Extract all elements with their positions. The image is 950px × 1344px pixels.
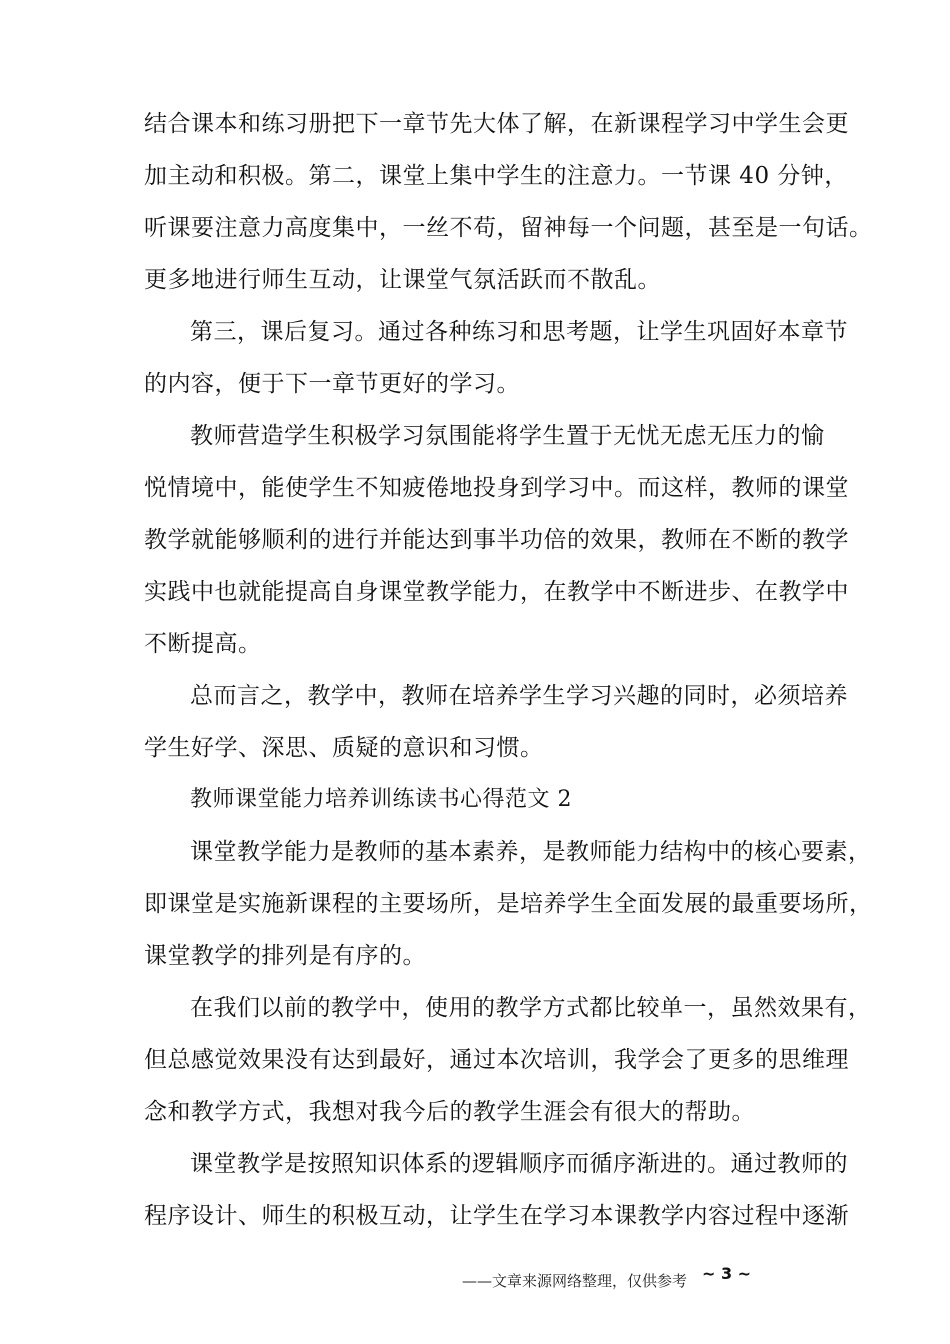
text-line: 不断提高。 — [144, 631, 262, 657]
paragraph-start-line: 教师营造学生积极学习氛围能将学生置于无忧无虑无压力的愉 — [190, 423, 825, 449]
footer-source-note: ——文章来源网络整理，仅供参考 — [462, 1272, 688, 1290]
text-line: 的内容，便于下一章节更好的学习。 — [144, 371, 520, 397]
text-line: 程序设计、师生的积极互动，让学生在学习本课教学内容过程中逐渐 — [144, 1203, 849, 1229]
text-line: 学生好学、深思、质疑的意识和习惯。 — [144, 735, 544, 761]
text-line: 听课要注意力高度集中，一丝不苟，留神每一个问题，甚至是一句话。 — [144, 215, 873, 241]
paragraph-start-line: 在我们以前的教学中，使用的教学方式都比较单一，虽然效果有， — [190, 995, 872, 1021]
text-line: 结合课本和练习册把下一章节先大体了解，在新课程学习中学生会更 — [144, 111, 849, 137]
page-number: ~ 3 ~ — [702, 1264, 752, 1283]
paragraph-start-line: 第三，课后复习。通过各种练习和思考题，让学生巩固好本章节 — [190, 319, 848, 345]
text-line: 即课堂是实施新课程的主要场所，是培养学生全面发展的最重要场所， — [144, 891, 873, 917]
paragraph-start-line: 总而言之，教学中，教师在培养学生学习兴趣的同时，必须培养 — [190, 683, 848, 709]
text-line: 教学就能够顺利的进行并能达到事半功倍的效果，教师在不断的教学 — [144, 527, 849, 553]
text-line: 念和教学方式，我想对我今后的教学生涯会有很大的帮助。 — [144, 1099, 755, 1125]
text-line: 实践中也就能提高自身课堂教学能力，在教学中不断进步、在教学中 — [144, 579, 849, 605]
text-line: 但总感觉效果没有达到最好，通过本次培训，我学会了更多的思维理 — [144, 1047, 849, 1073]
text-line: 加主动和积极。第二，课堂上集中学生的注意力。一节课 40 分钟， — [144, 163, 848, 189]
text-line: 更多地进行师生互动，让课堂气氛活跃而不散乱。 — [144, 267, 661, 293]
paragraph-start-line: 课堂教学是按照知识体系的逻辑顺序而循序渐进的。通过教师的 — [190, 1151, 848, 1177]
text-line: 课堂教学的排列是有序的。 — [144, 943, 426, 969]
body-text — [144, 98, 873, 1242]
section-heading: 教师课堂能力培养训练读书心得范文 2 — [190, 787, 572, 812]
text-line: 悦情境中，能使学生不知疲倦地投身到学习中。而这样，教师的课堂 — [144, 475, 849, 501]
paragraph-start-line: 课堂教学能力是教师的基本素养，是教师能力结构中的核心要素， — [190, 839, 872, 865]
